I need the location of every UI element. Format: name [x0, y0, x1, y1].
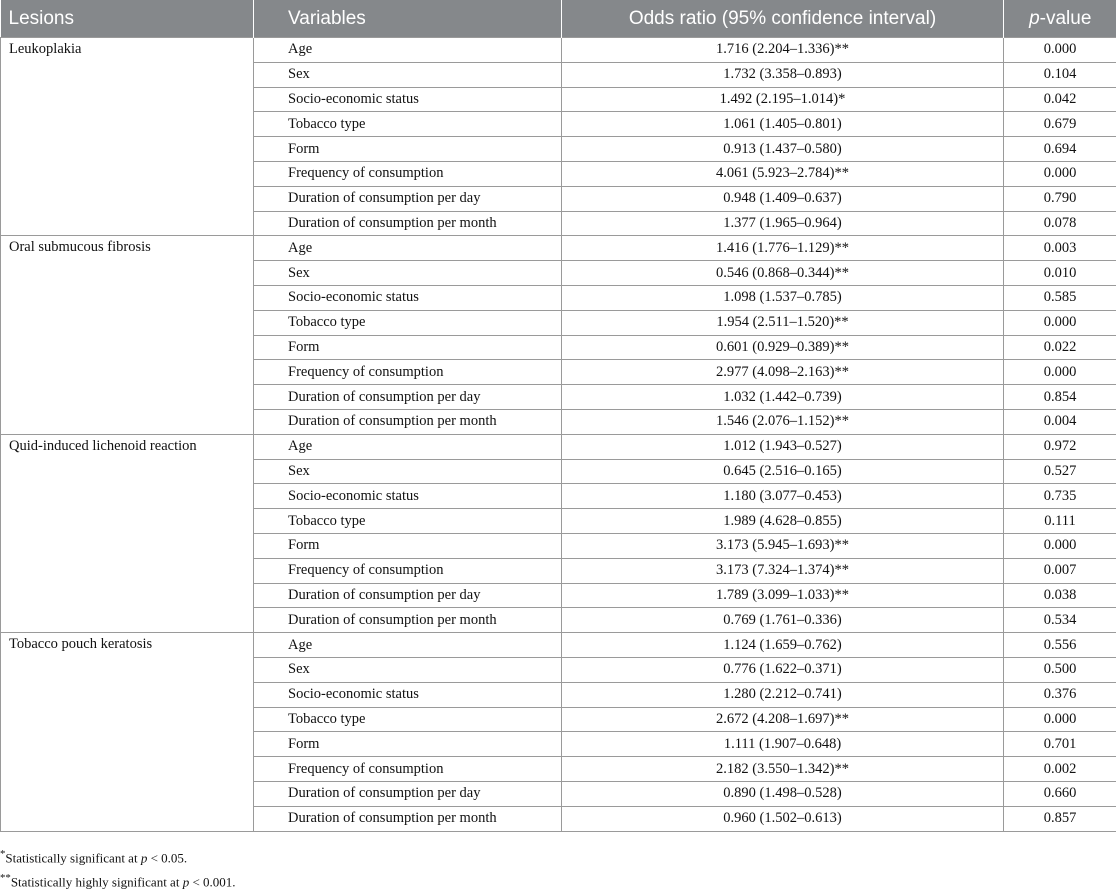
odds-ratio-cell: 1.732 (3.358–0.893)	[562, 62, 1004, 87]
footnote-p-2: p	[183, 875, 190, 890]
p-value-cell: 0.000	[1004, 161, 1116, 186]
p-value-cell: 0.010	[1004, 261, 1116, 286]
odds-ratio-cell: 1.280 (2.212–0.741)	[562, 682, 1004, 707]
p-value-cell: 0.790	[1004, 186, 1116, 211]
footnote-highly-significant	[0, 868, 1116, 892]
odds-ratio-cell: 0.960 (1.502–0.613)	[562, 806, 1004, 831]
odds-ratio-cell: 1.061 (1.405–0.801)	[562, 112, 1004, 137]
odds-ratio-cell: 2.977 (4.098–2.163)**	[562, 360, 1004, 385]
variable-cell: Socio-economic status	[254, 87, 562, 112]
footnote-significant	[0, 844, 1116, 868]
variable-cell: Frequency of consumption	[254, 360, 562, 385]
variable-cell: Frequency of consumption	[254, 558, 562, 583]
odds-ratio-cell: 1.416 (1.776–1.129)**	[562, 236, 1004, 261]
odds-ratio-cell: 1.032 (1.442–0.739)	[562, 385, 1004, 410]
p-value-cell: 0.078	[1004, 211, 1116, 236]
table-row	[1, 434, 1116, 459]
header-p-rest: -value	[1040, 8, 1092, 29]
header-p-italic: p	[1029, 8, 1040, 29]
odds-ratio-cell: 0.890 (1.498–0.528)	[562, 781, 1004, 806]
p-value-cell: 0.585	[1004, 285, 1116, 310]
variable-cell: Frequency of consumption	[254, 161, 562, 186]
variable-cell: Form	[254, 732, 562, 757]
table-row	[1, 236, 1116, 261]
p-value-cell: 0.000	[1004, 533, 1116, 558]
odds-ratio-cell: 1.124 (1.659–0.762)	[562, 633, 1004, 658]
variable-cell: Duration of consumption per month	[254, 608, 562, 633]
footnotes	[0, 844, 1116, 893]
p-value-cell: 0.042	[1004, 87, 1116, 112]
variable-cell: Tobacco type	[254, 112, 562, 137]
p-value-cell: 0.002	[1004, 757, 1116, 782]
footnote-text-2: Statistically highly significant at	[11, 875, 183, 890]
odds-ratio-cell: 1.492 (2.195–1.014)*	[562, 87, 1004, 112]
variable-cell: Tobacco type	[254, 707, 562, 732]
p-value-cell: 0.376	[1004, 682, 1116, 707]
p-value-cell: 0.679	[1004, 112, 1116, 137]
lesion-cell: Oral submucous fibrosis	[1, 236, 254, 434]
variable-cell: Form	[254, 137, 562, 162]
odds-ratio-cell: 1.546 (2.076–1.152)**	[562, 409, 1004, 434]
variable-cell: Age	[254, 434, 562, 459]
variable-cell: Duration of consumption per month	[254, 409, 562, 434]
odds-ratio-cell: 0.601 (0.929–0.389)**	[562, 335, 1004, 360]
odds-ratio-cell: 1.012 (1.943–0.527)	[562, 434, 1004, 459]
variable-cell: Duration of consumption per day	[254, 186, 562, 211]
p-value-cell: 0.022	[1004, 335, 1116, 360]
p-value-cell: 0.701	[1004, 732, 1116, 757]
odds-ratio-cell: 0.776 (1.622–0.371)	[562, 657, 1004, 682]
variable-cell: Tobacco type	[254, 509, 562, 534]
odds-ratio-cell: 1.180 (3.077–0.453)	[562, 484, 1004, 509]
variable-cell: Duration of consumption per month	[254, 806, 562, 831]
odds-ratio-cell: 3.173 (5.945–1.693)**	[562, 533, 1004, 558]
odds-ratio-cell: 0.645 (2.516–0.165)	[562, 459, 1004, 484]
odds-ratio-cell: 1.954 (2.511–1.520)**	[562, 310, 1004, 335]
footnote-text-1: Statistically significant at	[5, 850, 140, 865]
p-value-cell: 0.000	[1004, 38, 1116, 63]
odds-ratio-cell: 0.948 (1.409–0.637)	[562, 186, 1004, 211]
odds-ratio-cell: 1.789 (3.099–1.033)**	[562, 583, 1004, 608]
p-value-cell: 0.527	[1004, 459, 1116, 484]
p-value-cell: 0.111	[1004, 509, 1116, 534]
footnote-cond-1: < 0.05.	[147, 850, 187, 865]
lesion-cell: Tobacco pouch keratosis	[1, 633, 254, 831]
variable-cell: Frequency of consumption	[254, 757, 562, 782]
p-value-cell: 0.857	[1004, 806, 1116, 831]
variable-cell: Duration of consumption per day	[254, 583, 562, 608]
header-p-value	[1004, 0, 1116, 38]
p-value-cell: 0.500	[1004, 657, 1116, 682]
footnote-mark-2: **	[0, 872, 11, 884]
odds-ratio-cell: 4.061 (5.923–2.784)**	[562, 161, 1004, 186]
variable-cell: Socio-economic status	[254, 285, 562, 310]
variable-cell: Sex	[254, 657, 562, 682]
table-row	[1, 633, 1116, 658]
variable-cell: Sex	[254, 459, 562, 484]
variable-cell: Form	[254, 335, 562, 360]
table-row	[1, 38, 1116, 63]
variable-cell: Socio-economic status	[254, 682, 562, 707]
p-value-cell: 0.972	[1004, 434, 1116, 459]
odds-ratio-cell: 1.716 (2.204–1.336)**	[562, 38, 1004, 63]
variable-cell: Duration of consumption per day	[254, 781, 562, 806]
variable-cell: Sex	[254, 62, 562, 87]
variable-cell: Age	[254, 38, 562, 63]
header-variables: Variables	[254, 0, 562, 38]
footnote-p-1: p	[141, 850, 148, 865]
odds-ratio-cell: 2.672 (4.208–1.697)**	[562, 707, 1004, 732]
p-value-cell: 0.003	[1004, 236, 1116, 261]
p-value-cell: 0.735	[1004, 484, 1116, 509]
odds-ratio-cell: 1.111 (1.907–0.648)	[562, 732, 1004, 757]
table-body	[1, 38, 1116, 832]
footnote-mark-1: *	[0, 848, 5, 860]
variable-cell: Sex	[254, 261, 562, 286]
p-value-cell: 0.000	[1004, 310, 1116, 335]
odds-ratio-cell: 0.769 (1.761–0.336)	[562, 608, 1004, 633]
variable-cell: Age	[254, 633, 562, 658]
odds-ratio-cell: 3.173 (7.324–1.374)**	[562, 558, 1004, 583]
variable-cell: Socio-economic status	[254, 484, 562, 509]
header-odds-ratio: Odds ratio (95% confidence interval)	[562, 0, 1004, 38]
p-value-cell: 0.556	[1004, 633, 1116, 658]
lesion-cell: Leukoplakia	[1, 38, 254, 236]
variable-cell: Tobacco type	[254, 310, 562, 335]
p-value-cell: 0.007	[1004, 558, 1116, 583]
variable-cell: Duration of consumption per month	[254, 211, 562, 236]
odds-ratio-cell: 2.182 (3.550–1.342)**	[562, 757, 1004, 782]
p-value-cell: 0.854	[1004, 385, 1116, 410]
p-value-cell: 0.038	[1004, 583, 1116, 608]
p-value-cell: 0.694	[1004, 137, 1116, 162]
odds-ratio-cell: 1.377 (1.965–0.964)	[562, 211, 1004, 236]
odds-ratio-cell: 0.913 (1.437–0.580)	[562, 137, 1004, 162]
odds-ratio-cell: 0.546 (0.868–0.344)**	[562, 261, 1004, 286]
p-value-cell: 0.000	[1004, 360, 1116, 385]
lesion-cell: Quid-induced lichenoid reaction	[1, 434, 254, 632]
p-value-cell: 0.660	[1004, 781, 1116, 806]
variable-cell: Form	[254, 533, 562, 558]
p-value-cell: 0.534	[1004, 608, 1116, 633]
odds-ratio-cell: 1.098 (1.537–0.785)	[562, 285, 1004, 310]
variable-cell: Duration of consumption per day	[254, 385, 562, 410]
odds-ratio-cell: 1.989 (4.628–0.855)	[562, 509, 1004, 534]
p-value-cell: 0.104	[1004, 62, 1116, 87]
variable-cell: Age	[254, 236, 562, 261]
p-value-cell: 0.000	[1004, 707, 1116, 732]
footnote-cond-2: < 0.001.	[189, 875, 235, 890]
table-header-row	[1, 0, 1116, 38]
p-value-cell: 0.004	[1004, 409, 1116, 434]
header-lesions: Lesions	[1, 0, 254, 38]
